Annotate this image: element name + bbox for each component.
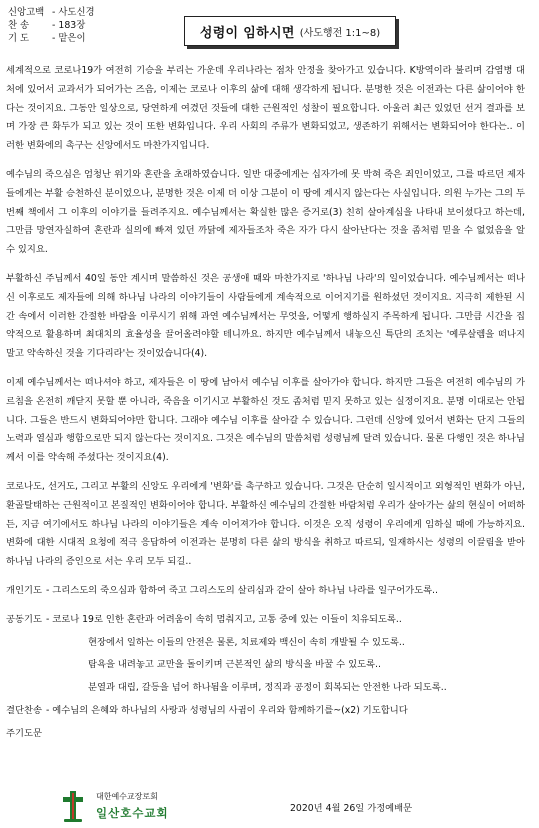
common-prayer-line: 현장에서 일하는 이들의 안전은 물론, 치료제와 백신이 속히 개발될 수 있도록.. xyxy=(88,636,405,648)
closing-hymn xyxy=(6,702,525,721)
closing-hymn-text: - 예수님의 은혜와 하나님의 사랑과 성령님의 사귐이 우리와 함께하기를~(x2) 기도합니다 xyxy=(45,704,408,716)
personal-prayer-text: - 그리스도의 죽으심과 함하여 죽고 그리스도의 살리심과 같이 살아 하나님 나라를 일구어가도록.. xyxy=(45,584,438,596)
meta-value: - 183장 xyxy=(52,20,86,31)
meta-key: 찬 송 xyxy=(8,20,30,31)
scripture-reference: (사도행전 1:1~8) xyxy=(299,27,381,39)
lords-prayer: 주기도문 xyxy=(6,727,42,739)
paragraph: 이제 예수님께서는 떠나셔야 하고, 제자들은 이 땅에 남아서 예수님 이후를 살아가야 합니다. 하지만 그들은 여전히 예수님의 가르침을 온전히 깨닫지 못할 뿐 아니라, 죽음을 이기시고 부활하신 것도 좀처럼 믿지 못하고 있는 실정이지요. 분명 이대로는 안됩니다. 그들은 반드시 변화되어야만 합니다. 그래야 예수님 이후를 살아갈 수 있습니다. 그런데 신앙에 있어서 변화는 단지 그들의 노력과 열심과 행함으로만 되지 않는다는 것이지요. 그것은 예수님의 말씀처럼 성령님께 달려 있습니다. 물론 다행인 것은 하나님께서 이를 약속해 주셨다는 것이지요(4). xyxy=(6,376,525,464)
worship-order xyxy=(8,6,95,45)
common-prayer-line: 탐욕을 내려놓고 교만을 돌이키며 근본적인 삶의 방식을 바꿀 수 있도록.. xyxy=(88,659,381,671)
meta-value: - 사도신경 xyxy=(52,7,95,18)
meta-row-prayer xyxy=(8,32,95,45)
meta-value: - 맡은이 xyxy=(52,33,86,44)
paragraph: 코로나도, 선거도, 그리고 부활의 신앙도 우리에게 '변화'를 촉구하고 있습니다. 그것은 단순히 일시적이고 외형적인 변화가 아닌, 환골탈태하는 근원적이고 본질적인 변화이어야 합니다. 부활하신 예수님의 간절한 바람처럼 우리가 살아가는 삶의 현실이 어떠하든, 지금 여기에서도 하나님 나라의 이야기들은 계속 이어져가야 합니다. 이것은 오직 성령이 우리에게 임하실 때에 가능하지요. 변화에 대한 시대적 요청에 적극 응답하여 이전과는 분명히 다른 삶의 방식을 취하고 따르되, 일재하시는 성령의 이끌림을 받아 하나님 나라의 증인으로 서는 우리 모두 되길.. xyxy=(6,480,525,568)
closing-hymn-label: 결단찬송 xyxy=(6,704,42,716)
church-name: 일산호수교회 xyxy=(96,806,169,820)
common-prayer xyxy=(6,611,525,630)
common-prayer-first: - 코로나 19로 인한 혼란과 어려움이 속히 멈춰지고, 고통 중에 있는 이들이 치유되도록.. xyxy=(45,613,402,625)
common-prayer-label: 공동기도 xyxy=(6,613,42,625)
denomination: 대한예수교장로회 xyxy=(96,792,158,801)
paragraph: 예수님의 죽으심은 엄청난 위기와 혼란을 초래하였습니다. 일반 대중에게는 십자가에 못 박혀 죽은 죄인이었고, 그를 따르던 제자들에게는 부활 승천하신 분이었으나, 분명한 것은 이제 더 이상 그분이 이 땅에 계시지 않는다는 사실입니다. 의원 누가는 그의 두 번째 책에서 그 이후의 이야기를 들려주지요. 예수님께서는 확실한 많은 증거로(3) 친히 살아계심을 나타내 보이셨다고 하는데, 그만큼 망연자실하여 혼란과 실의에 빠져 있던 까닭에 제자들조차 죽은 자가 다시 살아난다는 것을 좀처럼 믿을 수 없었음을 알 수 있지요. xyxy=(6,168,525,256)
paragraph: 부활하신 주님께서 40일 동안 계시며 말씀하신 것은 공생애 때와 마찬가지로 '하나님 나라'의 일이었습니다. 예수님께서는 떠나신 이후로도 제자들에 의해 하나님 나라의 이야기들이 사람들에게 계속적으로 이어지기를 원하셨던 것이지요. 지극히 제한된 시간 속에서 이러한 간절한 바람을 이루시기 위해 과연 예수님께서는 무엇을, 어떻게 행하실지 주목하게 됩니다. 그만큼 시간을 집약적으로 활용하며 최대치의 효율성을 끌어올려야할 테니까요. 하지만 예수님께서 내놓으신 특단의 조치는 '예루살렘을 떠나지 말고 약속하신 것을 기다리라'는 것이었습니다(4). xyxy=(6,272,525,360)
personal-prayer-label: 개인기도 xyxy=(6,584,42,596)
meta-row-hymn xyxy=(8,19,95,32)
paragraph: 세계적으로 코로나19가 여전히 기승을 부리는 가운데 우리나라는 점차 안정을 찾아가고 있습니다. K방역이라 불리며 감염병 대처에 있어서 교과서가 되어가는 즈음, 이제는 코로나 이후의 삶에 대해 생각하게 됩니다. 분명한 것은 이전과는 다른 삶이어야 한다는 것이지요. 그동안 일상으로, 당연하게 여겼던 것들에 대한 근원적인 성찰이 필요합니다. 아울러 최근 있었던 선거 결과를 보며 가장 큰 화두가 되고 있는 것이 또한 변화입니다. 우리 사회의 주류가 변화되었고, 생존하기 위해서는 변화되어야 한다는.. 이러한 변화에의 촉구는 신앙에서도 마찬가지입니다. xyxy=(6,65,525,152)
meta-key: 기 도 xyxy=(8,33,30,44)
cross-logo-icon xyxy=(60,790,86,824)
meta-row-creed xyxy=(8,6,95,19)
common-prayer-line: 분열과 대립, 갈등을 넘어 하나됨을 이루며, 정직과 공정이 회복되는 안전한 나라 되도록.. xyxy=(88,682,447,694)
sermon-title-box xyxy=(184,16,396,46)
personal-prayer xyxy=(6,582,525,601)
sermon-body xyxy=(6,62,525,748)
date-line: 2020년 4월 26일 가정예배문 xyxy=(290,803,413,814)
meta-key: 신앙고백 xyxy=(8,7,45,18)
footer xyxy=(0,788,539,828)
sermon-title: 성령이 임하시면 xyxy=(199,25,295,41)
header xyxy=(8,6,533,46)
